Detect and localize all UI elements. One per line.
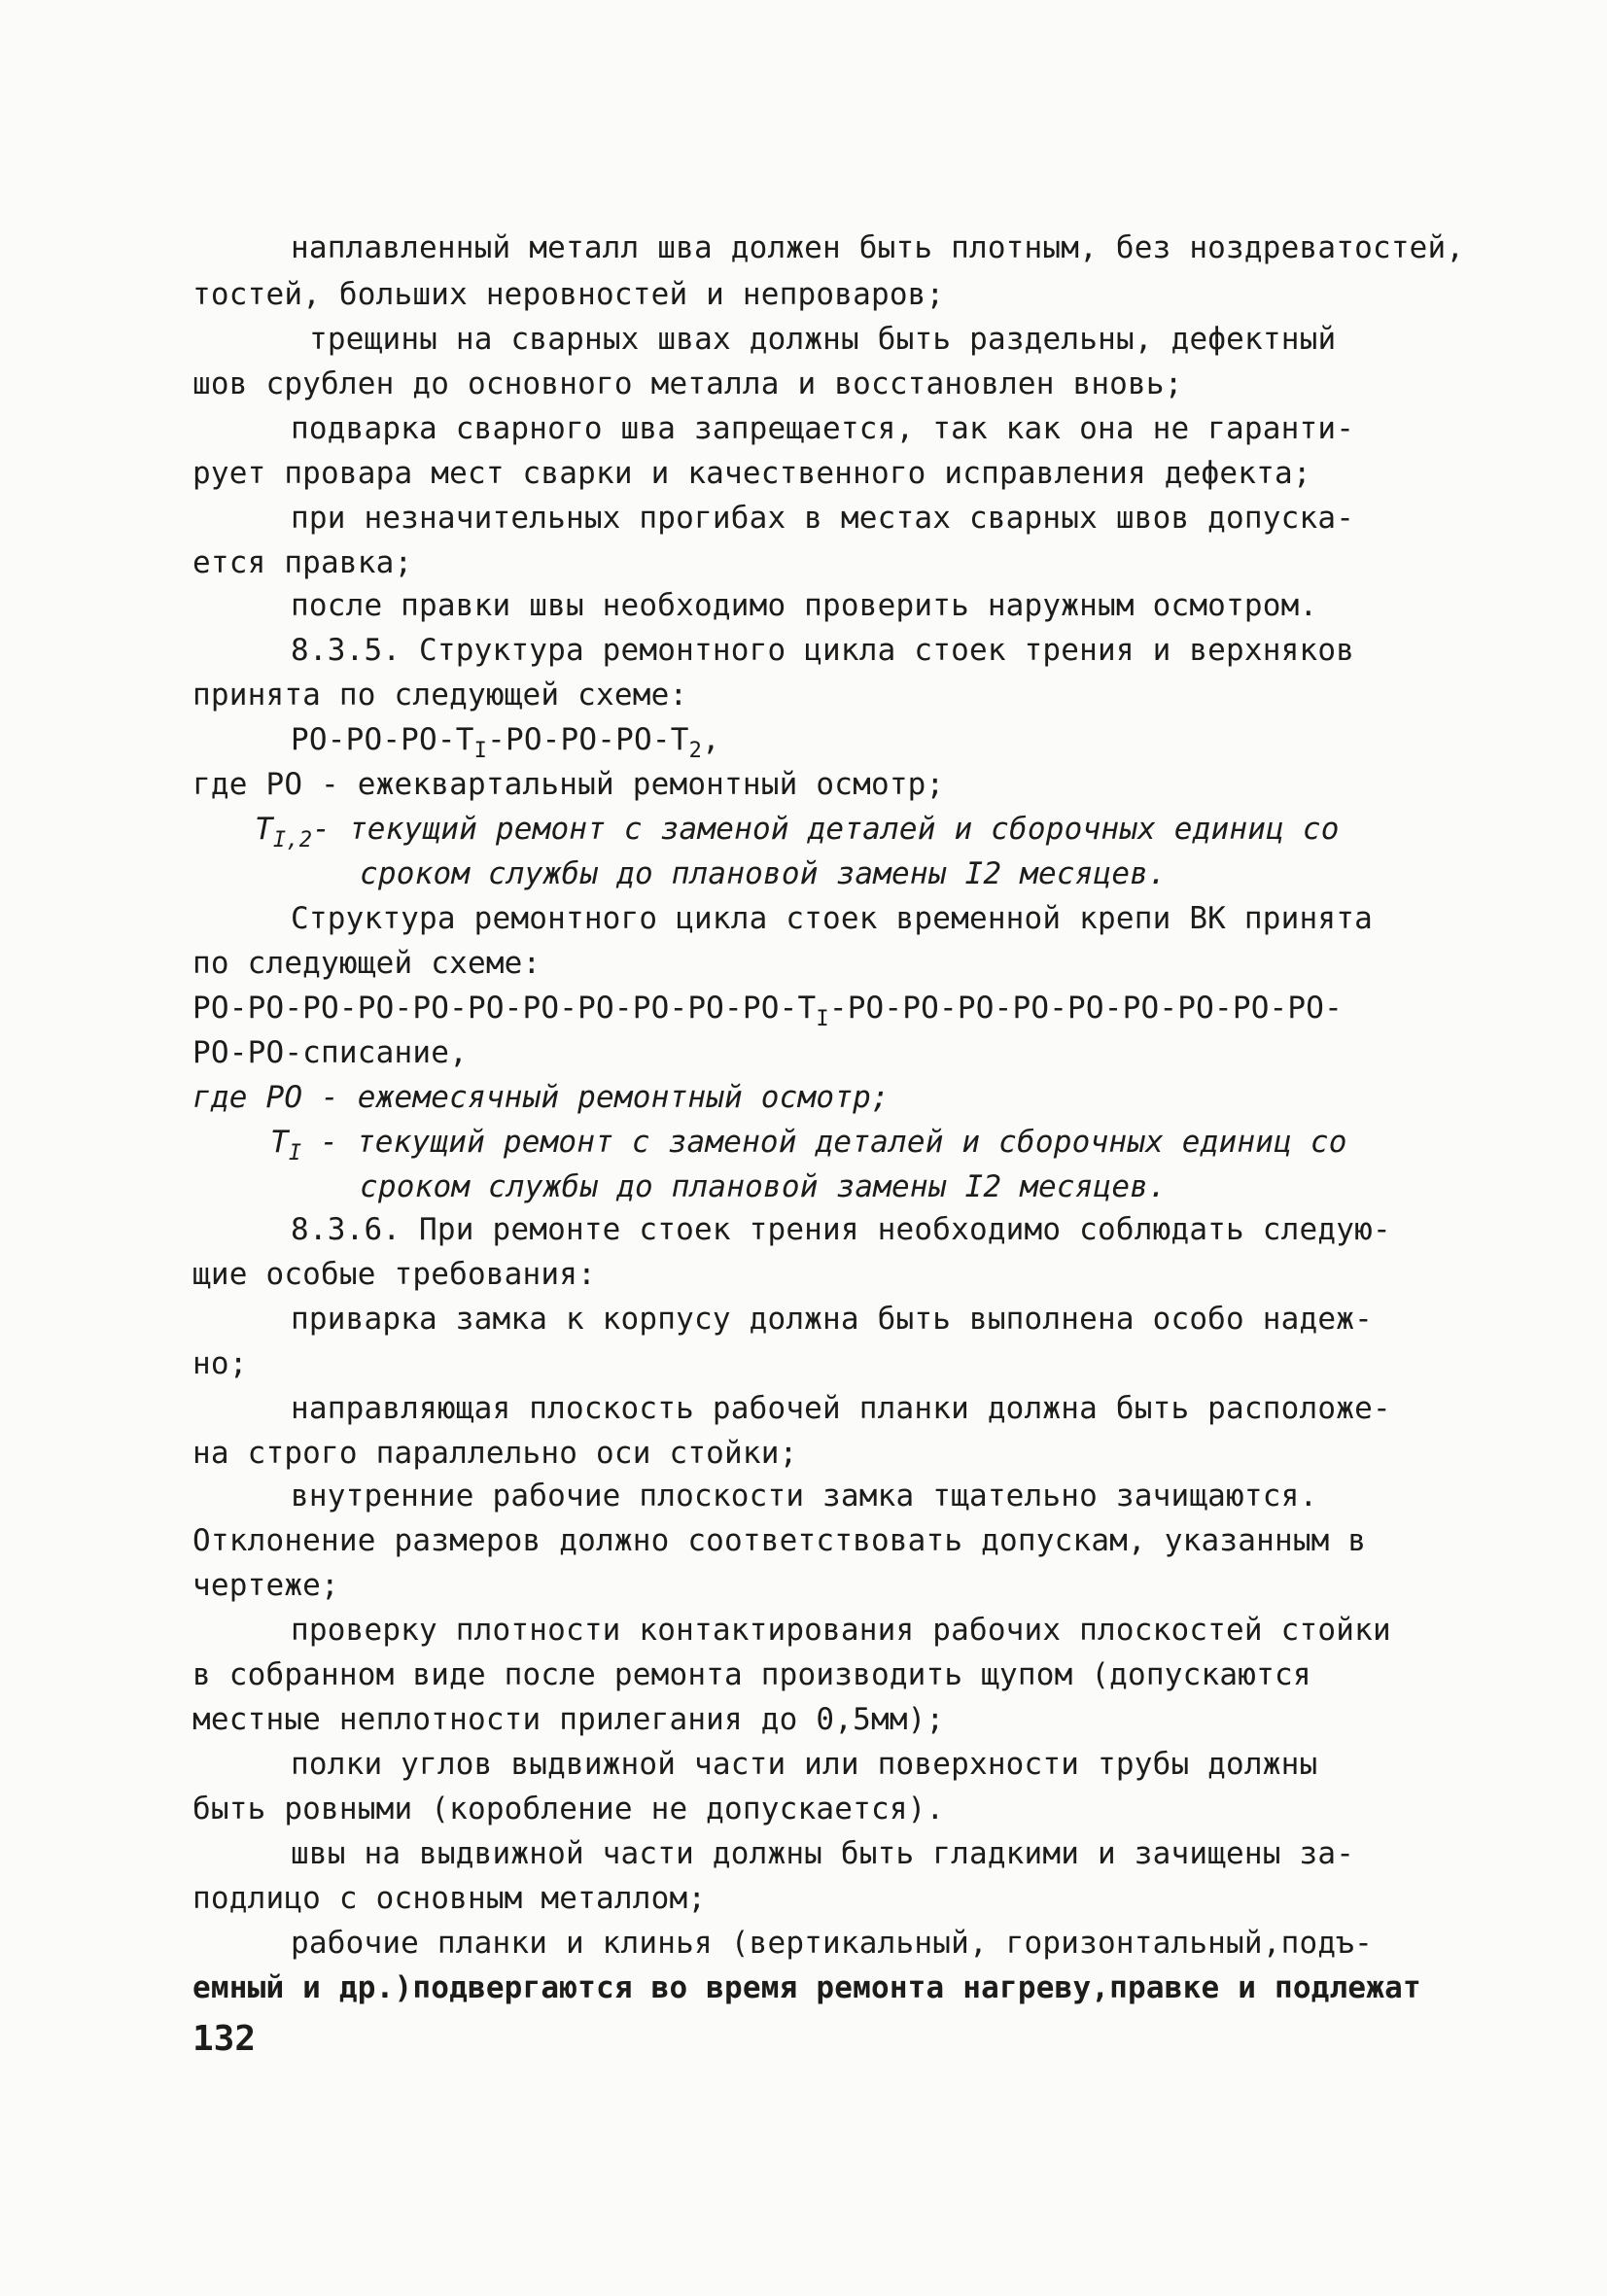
text-line: в собранном виде после ремонта производить щупом (допускаются <box>192 1657 1311 1692</box>
text-line: сроком службы до плановой замены I2 месяцев. <box>360 1169 1167 1204</box>
text-line: щие особые требования: <box>192 1257 596 1292</box>
text-line: проверку плотности контактирования рабочих плоскостей стойки <box>291 1613 1391 1648</box>
text-line: чертеже; <box>192 1568 339 1603</box>
text-line: подлицо с основным металлом; <box>192 1881 707 1916</box>
text-line: местные неплотности прилегания до 0,5мм); <box>192 1702 945 1737</box>
text-line: направляющая плоскость рабочей планки должна быть расположе- <box>291 1391 1391 1426</box>
text-line: внутренние рабочие плоскости замка тщательно зачищаются. <box>291 1478 1318 1513</box>
text-line: подварка сварного шва запрещается, так как она не гаранти- <box>291 411 1355 446</box>
text-line: наплавленный металл шва должен быть плотным, без ноздреватостей, <box>291 230 1465 265</box>
text-line: приварка замка к корпусу должна быть выполнена особо надеж- <box>291 1302 1373 1337</box>
text-line: где РО - ежеквартальный ремонтный осмотр; <box>192 767 945 802</box>
page-number: 132 <box>192 2019 257 2059</box>
text-line: где РО - ежемесячный ремонтный осмотр; <box>192 1080 890 1115</box>
text-line: тостей, больших неровностей и непроваров; <box>192 277 945 312</box>
text-line: принята по следующей схеме: <box>192 678 688 713</box>
text-line: ется правка; <box>192 545 413 580</box>
text-line: $Т_{I,2}-$ текущий ремонт с заменой деталей и сборочных единиц со <box>255 812 1340 852</box>
text-line: на строго параллельно оси стойки; <box>192 1436 798 1471</box>
text-line: быть ровными (коробление не допускается). <box>192 1792 945 1826</box>
text-line: по следующей схеме: <box>192 946 541 981</box>
text-line: Структура ремонтного цикла стоек временной крепи ВК принята <box>291 901 1373 936</box>
section-heading: 8.3.5. Структура ремонтного цикла стоек трения и верхняков <box>291 633 1355 668</box>
repair-cycle-formula: $РО-РО-РО-Т_I-РО-РО-РО-Т_2$, <box>291 722 720 763</box>
text-line: сроком службы до плановой замены I2 месяцев. <box>360 856 1167 891</box>
text-line: РО-РО-списание, <box>192 1035 468 1070</box>
text-line: Отклонение размеров должно соответствовать допускам, указанным в <box>192 1523 1367 1558</box>
text-line: после правки швы необходимо проверить наружным осмотром. <box>291 588 1318 623</box>
text-line: емный и др.)подвергаются во время ремонта нагреву,правке и подлежат <box>192 1970 1421 2005</box>
text-line: швы на выдвижной части должны быть гладкими и зачищены за- <box>291 1836 1355 1871</box>
text-line: $Т_I$ - текущий ремонт с заменой деталей и сборочных единиц со <box>270 1125 1347 1165</box>
repair-cycle-formula: $РО-РО-РО-РО-РО-РО-РО-РО-РО-РО-РО-Т_I-РО-РО-РО-РО-РО-РО-РО-РО-РО-$ <box>192 991 1344 1031</box>
text-line: рует провара мест сварки и качественного исправления дефекта; <box>192 456 1311 491</box>
text-line: при незначительных прогибах в местах сварных швов допуска- <box>291 501 1355 536</box>
text-line: полки углов выдвижной части или поверхности трубы должны <box>291 1747 1318 1782</box>
text-line: рабочие планки и клинья (вертикальный, горизонтальный,подъ- <box>291 1926 1373 1961</box>
text-line: трещины на сварных швах должны быть раздельны, дефектный <box>309 322 1337 357</box>
text-line: шов срублен до основного металла и восстановлен вновь; <box>192 366 1183 401</box>
text-line: но; <box>192 1346 248 1381</box>
section-heading: 8.3.6. При ремонте стоек трения необходимо соблюдать следую- <box>291 1212 1391 1247</box>
